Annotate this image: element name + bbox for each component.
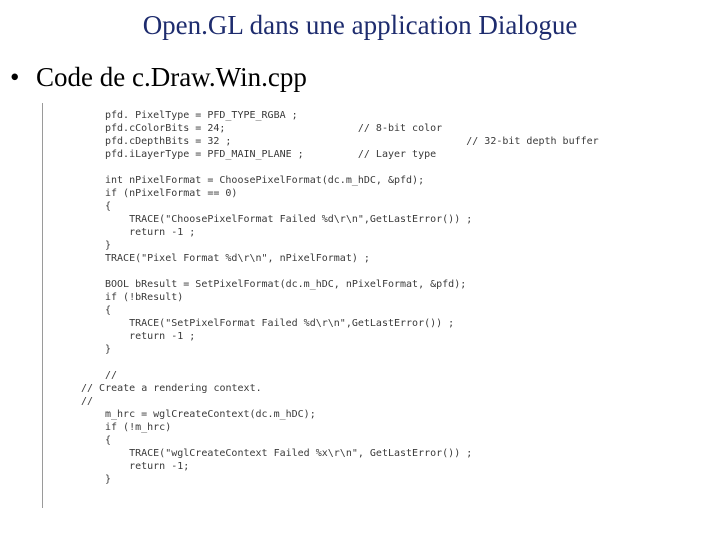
code-line: } [105, 240, 112, 251]
code-line: } [105, 344, 112, 355]
bullet-text: Code de c.Draw.Win.cpp [36, 62, 307, 92]
bullet-dot: • [10, 62, 20, 92]
code-line: BOOL bResult = SetPixelFormat(dc.m_hDC, nPixelFormat, &pfd); [105, 279, 467, 290]
code-line: int nPixelFormat = ChoosePixelFormat(dc.m_hDC, &pfd); [105, 175, 425, 186]
code-line: pfd. PixelType = PFD_TYPE_RGBA ; [105, 110, 298, 121]
code-line: TRACE("Pixel Format %d\r\n", nPixelFormat) ; [105, 253, 370, 264]
code-line: { [105, 435, 112, 446]
code-line: // Create a rendering context. [81, 383, 262, 394]
code-line: TRACE("ChoosePixelFormat Failed %d\r\n",GetLastError()) ; [105, 214, 473, 225]
code-line: pfd.cColorBits = 24; // 8-bit color [105, 123, 443, 134]
code-line: pfd.iLayerType = PFD_MAIN_PLANE ; // Layer type [105, 149, 437, 160]
code-line: if (!m_hrc) [105, 422, 172, 433]
code-line: if (nPixelFormat == 0) [105, 188, 238, 199]
code-line: { [105, 201, 112, 212]
code-line: m_hrc = wglCreateContext(dc.m_hDC); [105, 409, 316, 420]
code-line: // [81, 396, 94, 407]
slide-title: Open.GL dans une application Dialogue [142, 10, 578, 40]
code-line: if (!bResult) [105, 292, 184, 303]
code-line: return -1 ; [105, 227, 196, 238]
code-line: // [105, 370, 118, 381]
code-line: TRACE("SetPixelFormat Failed %d\r\n",GetLastError()) ; [105, 318, 455, 329]
bullet-item [10, 62, 307, 93]
code-line: { [105, 305, 112, 316]
code-line: pfd.cDepthBits = 32 ; // 32-bit depth buffer [105, 136, 599, 147]
code-line: return -1; [105, 461, 190, 472]
code-line: } [105, 474, 112, 485]
code-block [42, 103, 673, 508]
code-line: TRACE("wglCreateContext Failed %x\r\n", GetLastError()) ; [105, 448, 473, 459]
code-line: return -1 ; [105, 331, 196, 342]
